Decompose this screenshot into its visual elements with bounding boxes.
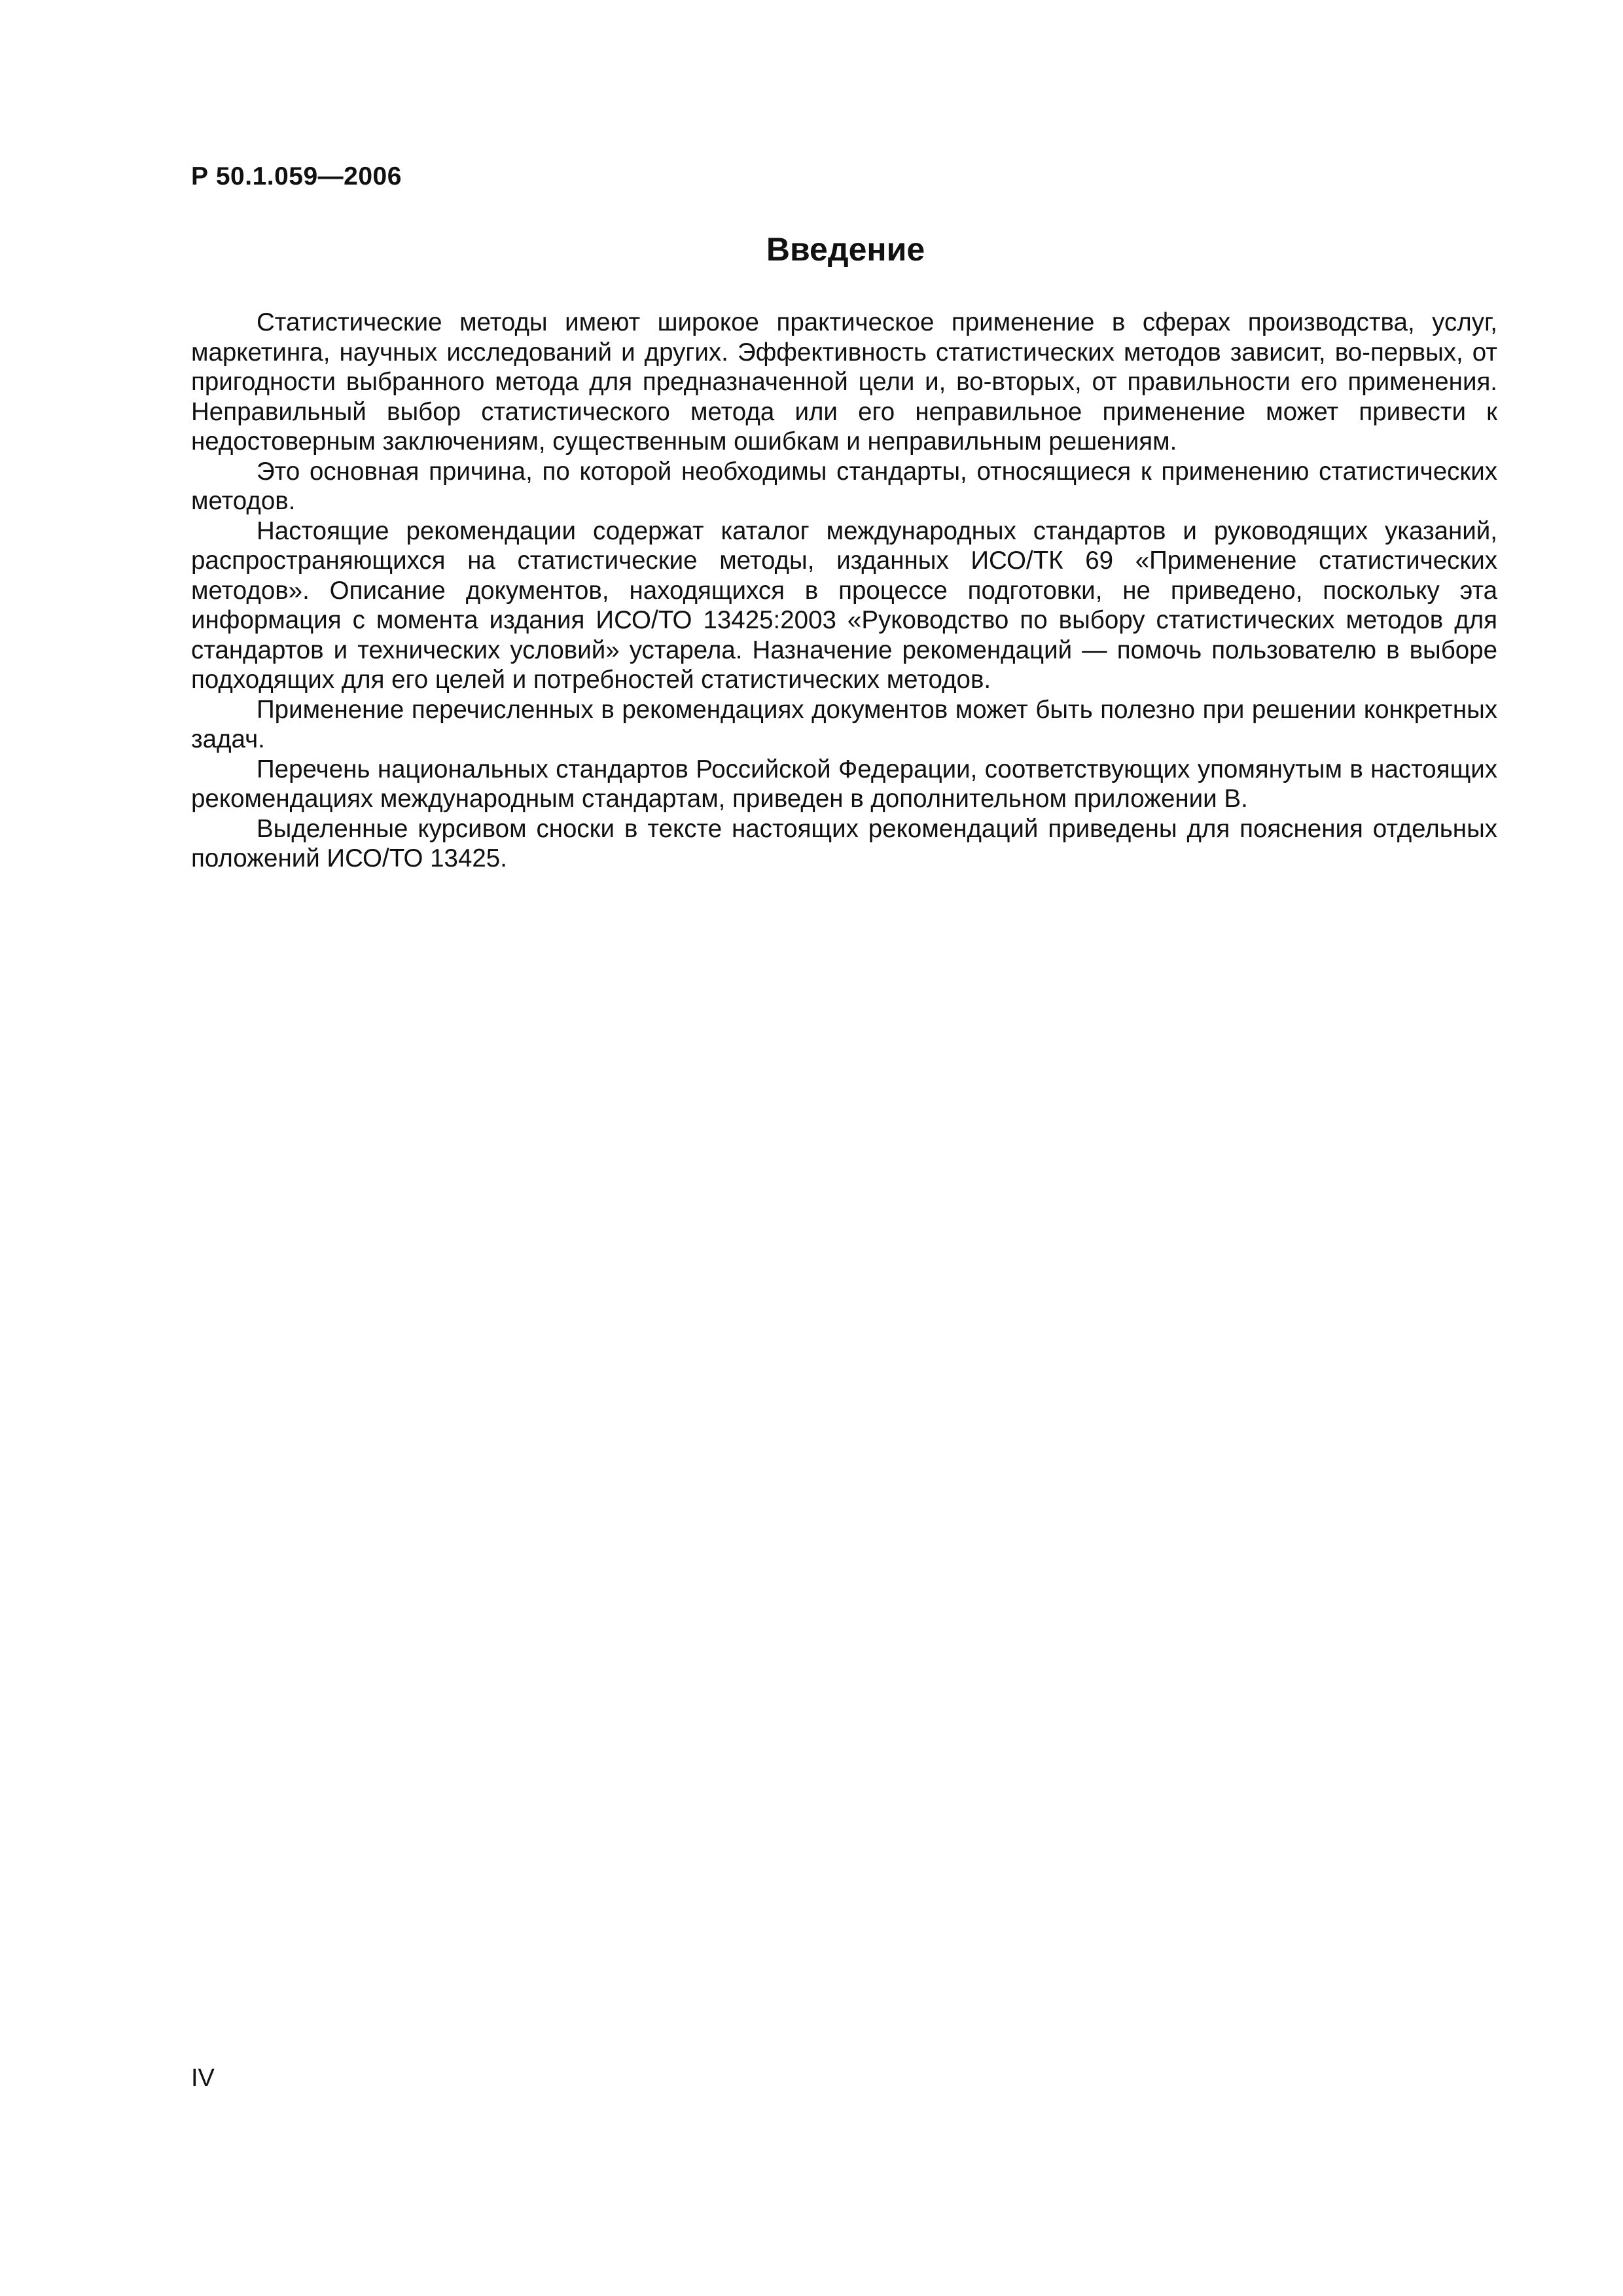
paragraph: Применение перечисленных в рекомендациях документов может быть полезно при решении конкретных задач. [191, 695, 1497, 753]
document-code: Р 50.1.059—2006 [191, 162, 402, 190]
paragraph: Это основная причина, по которой необходимы стандарты, относящиеся к применению статистических методов. [191, 457, 1497, 515]
paragraph: Статистические методы имеют широкое практическое применение в сферах производства, услуг, маркетинга, научных исследований и других. Эффективность статистических методов зависит, во-первых, от пригодности выбранного метода для предназначенной цели и, во-вторых, от правильности его применения. Неправильный выбор статистического метода или его неправильное применение может привести к недостоверным заключениям, существенным ошибкам и неправильным решениям. [191, 308, 1497, 456]
page-number: IV [191, 2064, 215, 2092]
section-title: Введение [766, 231, 925, 268]
paragraph: Перечень национальных стандартов Российской Федерации, соответствующих упомянутым в настоящих рекомендациях международным стандартам, приведен в дополнительном приложении В. [191, 755, 1497, 813]
paragraph: Настоящие рекомендации содержат каталог международных стандартов и руководящих указаний, распространяющихся на статистические методы, изданных ИСО/ТК 69 «Применение статистических методов». Описание документов, находящихся в процессе подготовки, не приведено, поскольку эта информация с момента издания ИСО/ТО 13425:2003 «Руководство по выбору статистических методов для стандартов и технических условий» устарела. Назначение рекомендаций — помочь пользователю в выборе подходящих для его целей и потребностей статистических методов. [191, 516, 1497, 694]
introduction-body [191, 308, 1497, 874]
paragraph: Выделенные курсивом сноски в тексте настоящих рекомендаций приведены для пояснения отдельных положений ИСО/ТО 13425. [191, 814, 1497, 872]
